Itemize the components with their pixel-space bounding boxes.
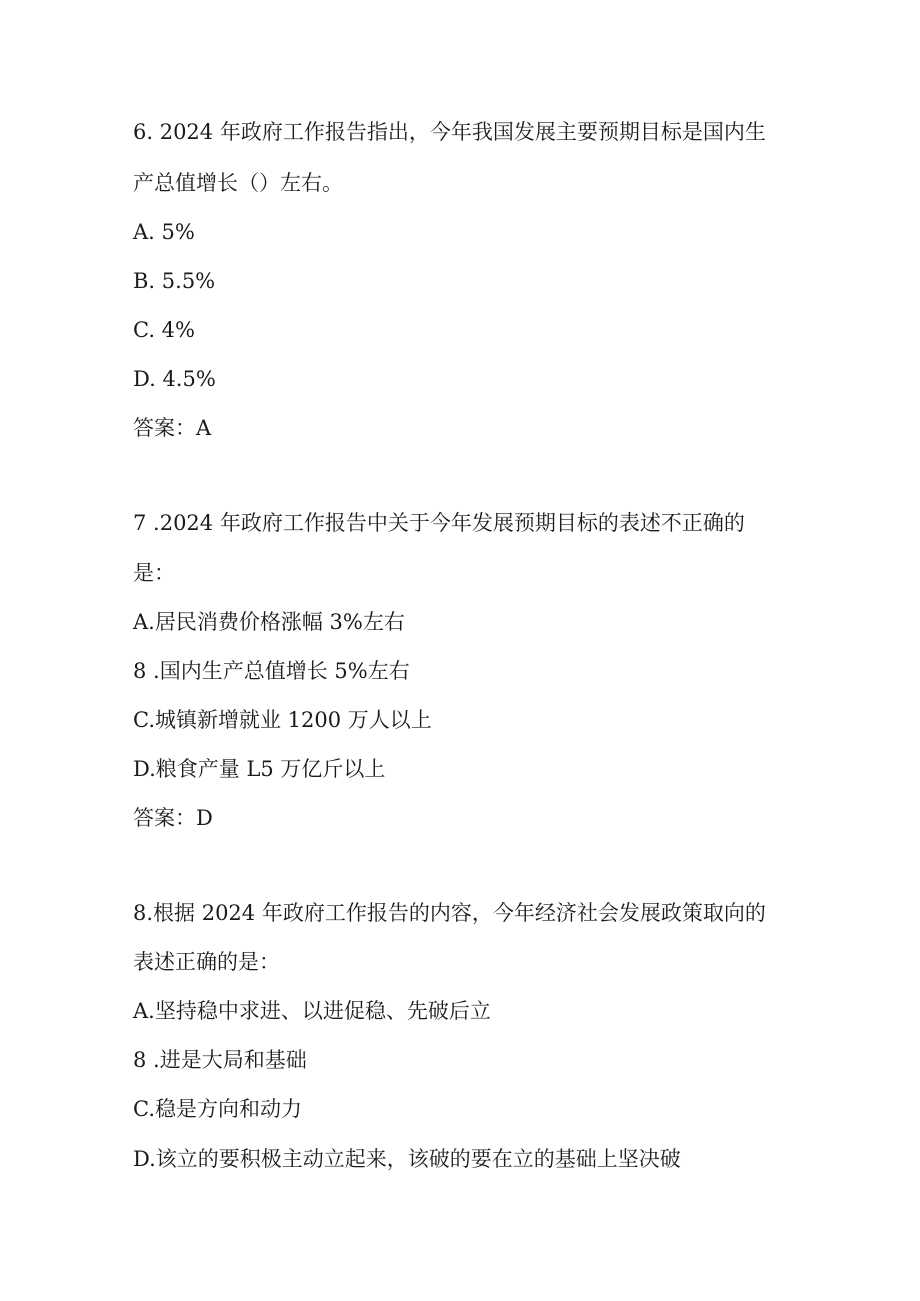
question-8-stem-line-2: 表述正确的是：: [133, 950, 280, 974]
question-8-option-a: A.坚持稳中求进、以进促稳、先破后立: [133, 999, 491, 1023]
question-7-stem-line-1: 7 .2024 年政府工作报告中关于今年发展预期目标的表述不正确的: [133, 511, 745, 535]
question-7-option-c: C.城镇新增就业 1200 万人以上: [133, 708, 432, 732]
question-7-option-b: 8 .国内生产总值增长 5%左右: [133, 659, 410, 683]
question-8-option-b: 8 .进是大局和基础: [133, 1048, 307, 1072]
question-6-answer: 答案：A: [133, 416, 212, 440]
question-7-answer: 答案：D: [133, 806, 213, 830]
question-6-option-b: B. 5.5%: [133, 269, 216, 293]
question-8-option-c: C.稳是方向和动力: [133, 1097, 302, 1121]
question-6-stem-line-1: 6. 2024 年政府工作报告指出，今年我国发展主要预期目标是国内生: [133, 120, 766, 144]
question-8-stem-line-1: 8.根据 2024 年政府工作报告的内容，今年经济社会发展政策取向的: [133, 901, 766, 925]
question-6-option-d: D. 4.5%: [133, 367, 216, 391]
question-7-option-d: D.粮食产量 L5 万亿斤以上: [133, 757, 386, 781]
question-6-stem-line-2: 产总值增长（）左右。: [133, 171, 343, 195]
question-7-stem-line-2: 是：: [133, 561, 175, 585]
question-7-option-a: A.居民消费价格涨幅 3%左右: [133, 610, 405, 634]
question-6-option-a: A. 5%: [133, 220, 195, 244]
question-8-option-d: D.该立的要积极主动立起来，该破的要在立的基础上坚决破: [133, 1147, 681, 1171]
question-6-option-c: C. 4%: [133, 318, 195, 342]
